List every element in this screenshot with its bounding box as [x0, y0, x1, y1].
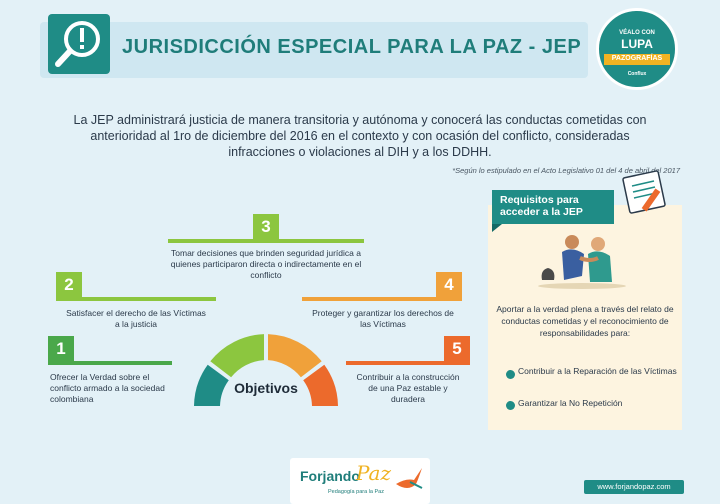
website-link[interactable]: www.forjandopaz.com — [584, 480, 684, 494]
objective-2-number: 2 — [56, 272, 82, 298]
objective-4-line — [302, 297, 462, 301]
objective-5-number: 5 — [444, 336, 470, 362]
requirements-tab-fold — [492, 224, 502, 232]
page-title: JURISDICCIÓN ESPECIAL PARA LA PAZ - JEP — [122, 36, 582, 58]
logo-tagline: Pedagogía para la Paz — [328, 489, 384, 495]
objective-5-line — [346, 361, 470, 365]
badge-brand: Conflux — [627, 71, 647, 77]
objective-3-text: Tomar decisiones que brinden seguridad jurídica a quienes participaron directa o indirectamente en el conflicto — [170, 248, 362, 280]
notebook-pencil-icon — [618, 170, 672, 214]
requirement-item-2: Garantizar la No Repetición — [518, 398, 623, 408]
logo-accent-text: Paz — [356, 461, 392, 485]
objective-3-number: 3 — [253, 214, 279, 240]
badge-line2: LUPA — [621, 37, 653, 51]
objective-4-text: Proteger y garantizar los derechos de las Víctimas — [312, 308, 454, 329]
objective-1-text: Ofrecer la Verdad sobre el conflicto armado a la sociedad colombiana — [50, 372, 165, 404]
requirement-item-1: Contribuir a la Reparación de las Víctimas — [518, 366, 677, 376]
intro-text: La JEP administrará justicia de manera transitoria y autónoma y conocerá las conductas cometidas con anterioridad al 1ro de diciembre del 2016 en el contexto y con ocasión del conflicto, consideradas infracciones o violaciones al DIH y a los DDHH. — [73, 113, 647, 159]
objectives-gauge — [186, 326, 346, 414]
magnifier-exclamation-icon — [48, 14, 110, 74]
badge-ribbon-text: PAZOGRAFÍAS — [611, 55, 663, 62]
objective-1-line — [48, 361, 172, 365]
gauge-segment-3 — [268, 334, 322, 377]
requirements-text: Aportar a la verdad plena a través del relato de conductas cometidas y el reconocimiento de responsabilidades para: — [496, 304, 674, 338]
objective-4-number: 4 — [436, 272, 462, 298]
bullet-icon — [506, 370, 515, 379]
gauge-segment-2 — [210, 334, 264, 377]
objective-2-line — [56, 297, 216, 301]
badge-line1: VÉALO CON — [619, 30, 655, 36]
bullet-icon — [506, 401, 515, 410]
objective-3-line — [168, 239, 364, 243]
objective-5-text: Contribuir a la construcción de una Paz estable y duradera — [356, 372, 460, 404]
hummingbird-icon — [392, 462, 426, 496]
logo-main-text: Forjando — [300, 468, 360, 484]
people-embracing-icon — [532, 232, 632, 290]
objectives-label: Objetivos — [234, 380, 298, 396]
requirements-title: Requisitos para acceder a la JEP — [500, 194, 583, 218]
objective-1-number: 1 — [48, 336, 74, 362]
objective-2-text: Satisfacer el derecho de las Víctimas a la justicia — [66, 308, 206, 329]
intro-note: *Según lo estipulado en el Acto Legislativo 01 del 4 de abril del 2017 — [452, 166, 680, 175]
